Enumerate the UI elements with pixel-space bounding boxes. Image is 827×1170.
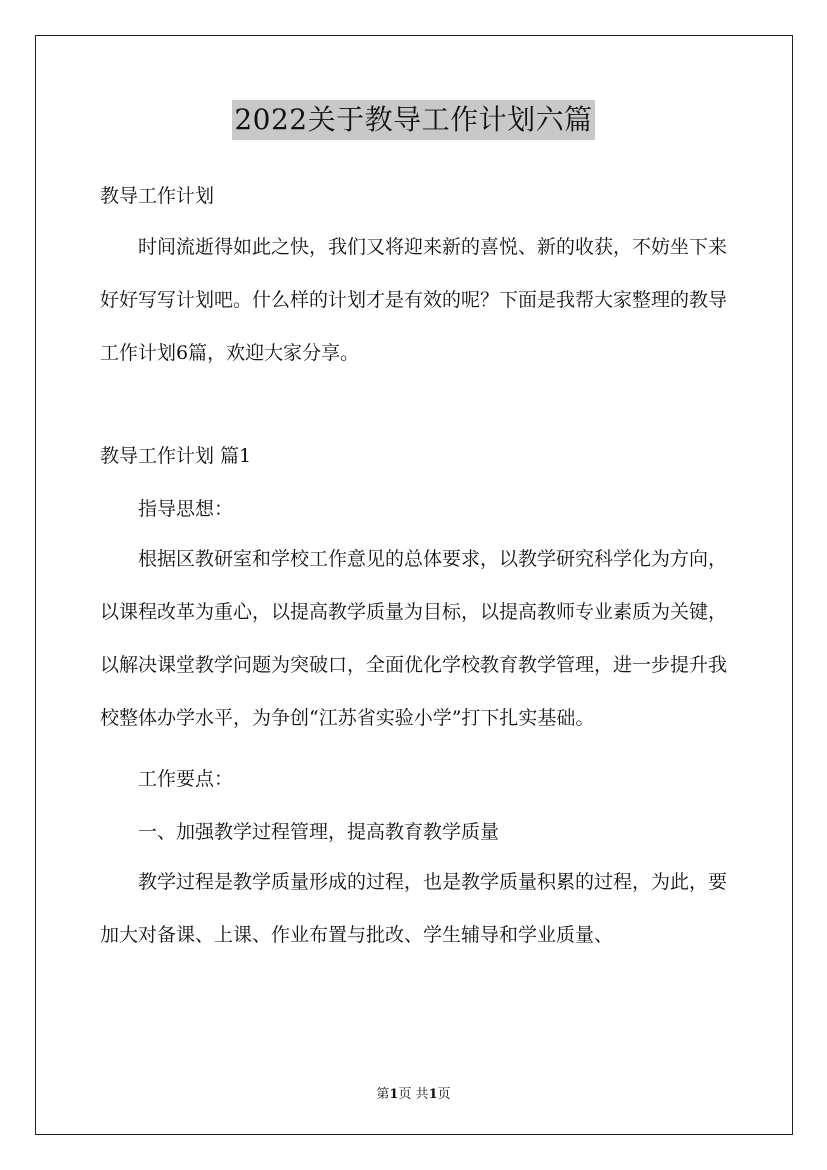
footer-total-pages: 1 [428, 1087, 438, 1102]
page-footer [0, 1083, 827, 1102]
section-heading-1: 教导工作计划 篇1 [100, 445, 252, 467]
footer-page-suffix: 页 共 [398, 1087, 429, 1102]
section-heading: 教导工作计划 [100, 185, 215, 207]
document-body [100, 178, 727, 962]
subheading-guiding-ideas: 指导思想： [138, 498, 234, 520]
document-title: 2022关于教导工作计划六篇 [232, 100, 594, 140]
intro-paragraph: 时间流逝得如此之快，我们又将迎来新的喜悦、新的收获，不妨坐下来好好写写计划吧。什么样的计划才是有效的呢？下面是我帮大家整理的教导工作计划6篇，欢迎大家分享。 [100, 236, 728, 364]
guiding-ideas-paragraph: 根据区教研室和学校工作意见的总体要求，以教学研究科学化为方向，以课程改革为重心，以提高教学质量为目标，以提高教师专业素质为关键，以解决课堂教学问题为突破口，全面优化学校教育教学管理，进一步提升我校整体办学水平，为争创“江苏省实验小学”打下扎实基础。 [100, 548, 728, 729]
footer-total-suffix: 页 [437, 1087, 451, 1102]
point-heading-1: 一、加强教学过程管理，提高教育教学质量 [138, 821, 500, 843]
title-container [0, 100, 827, 140]
footer-page-number: 1 [389, 1087, 399, 1102]
footer-page-prefix: 第 [376, 1087, 390, 1102]
teaching-process-paragraph: 教学过程是教学质量形成的过程，也是教学质量积累的过程，为此，要加大对备课、上课、作业布置与批改、学生辅导和学业质量、 [100, 871, 728, 946]
subheading-work-points: 工作要点： [138, 768, 234, 790]
